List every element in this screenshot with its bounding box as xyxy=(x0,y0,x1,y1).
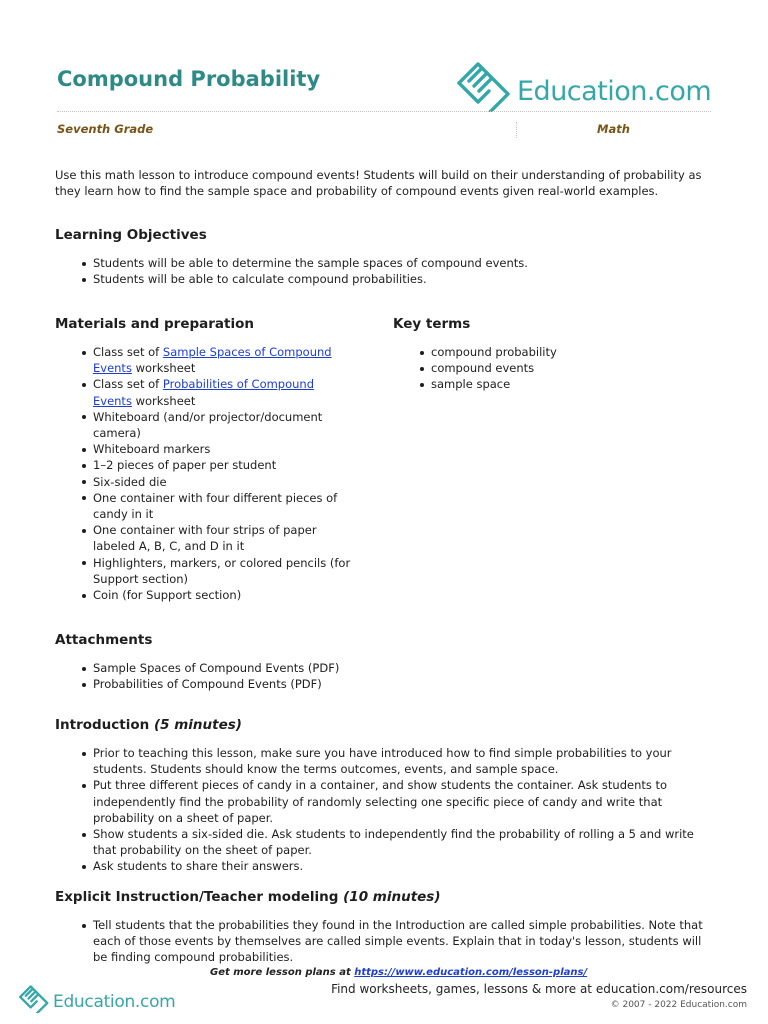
list-item: Whiteboard markers xyxy=(93,441,355,457)
subject-label: Math xyxy=(597,122,630,136)
list-item: Class set of Sample Spaces of Compound Events worksheet xyxy=(93,344,355,376)
attachments-list xyxy=(55,660,715,692)
intro-paragraph: Use this math lesson to introduce compound events! Students will build on their understanding of probability as they learn how to find the sample space and probability of compound events given real-world examples. xyxy=(55,168,702,199)
meta-divider xyxy=(516,122,517,138)
learning-objectives-list xyxy=(55,255,715,287)
list-item: 1–2 pieces of paper per student xyxy=(93,457,355,473)
explicit-instruction-heading: Explicit Instruction/Teacher modeling (10 minutes) xyxy=(55,889,441,905)
logo-wordmark: Education.com xyxy=(517,75,712,107)
explicit-instruction-list xyxy=(55,917,715,966)
attachments-section xyxy=(55,631,715,692)
list-item: compound events xyxy=(431,360,693,376)
education-logo-icon xyxy=(455,56,513,112)
list-item: Put three different pieces of candy in a container, and show students the container. Ask students to independently find the probability of randomly selecting one specific piece of candy and write that probability on a sheet of paper. xyxy=(93,777,715,826)
footer-logo[interactable] xyxy=(18,982,175,1013)
header-divider xyxy=(57,111,711,112)
attachments-heading: Attachments xyxy=(55,632,153,648)
list-item: compound probability xyxy=(431,344,693,360)
list-item: Ask students to share their answers. xyxy=(93,858,715,874)
key-terms-heading: Key terms xyxy=(393,316,471,332)
list-item: Prior to teaching this lesson, make sure you have introduced how to find simple probabilities to your students. Students should know the terms outcomes, events, and sample space. xyxy=(93,745,715,777)
list-item: Students will be able to calculate compound probabilities. xyxy=(93,271,715,287)
education-logo-icon xyxy=(18,982,50,1013)
probabilities-worksheet-link[interactable]: Probabilities of Compound Events xyxy=(93,377,315,408)
list-item: sample space xyxy=(431,376,693,392)
introduction-section xyxy=(55,716,715,875)
introduction-heading: Introduction (5 minutes) xyxy=(55,717,242,733)
list-item: Class set of Probabilities of Compound Events worksheet xyxy=(93,376,355,408)
list-item: One container with four different pieces of candy in it xyxy=(93,490,355,522)
introduction-list xyxy=(55,745,715,875)
lesson-plans-link[interactable]: https://www.education.com/lesson-plans/ xyxy=(354,967,588,978)
list-item: One container with four strips of paper labeled A, B, C, and D in it xyxy=(93,522,355,554)
list-item: Coin (for Support section) xyxy=(93,587,355,603)
footer-logo-wordmark: Education.com xyxy=(53,991,176,1012)
materials-heading: Materials and preparation xyxy=(55,316,254,332)
explicit-instruction-duration: (10 minutes) xyxy=(343,889,441,905)
key-terms-section xyxy=(393,315,693,393)
education-logo[interactable] xyxy=(455,56,711,112)
materials-list xyxy=(55,344,355,603)
list-item: Show students a six-sided die. Ask students to independently find the probability of rolling a 5 and write that probability on the sheet of paper. xyxy=(93,826,715,858)
list-item: Highlighters, markers, or colored pencils (for Support section) xyxy=(93,555,355,587)
explicit-instruction-section xyxy=(55,888,715,966)
learning-objectives-section xyxy=(55,226,715,287)
intro-section xyxy=(55,167,715,199)
list-item: Students will be able to determine the sample spaces of compound events. xyxy=(93,255,715,271)
attachment-item[interactable]: Probabilities of Compound Events (PDF) xyxy=(93,676,715,692)
list-item: Tell students that the probabilities they found in the Introduction are called simple probabilities. Note that each of those events by themselves are called simple events. Explain that in today's lesson, students will be finding compound probabilities. xyxy=(93,917,715,966)
footer-resources-text: Find worksheets, games, lessons & more at education.com/resources xyxy=(331,982,747,996)
key-terms-list xyxy=(393,344,693,393)
list-item: Six-sided die xyxy=(93,474,355,490)
list-item: Whiteboard (and/or projector/document camera) xyxy=(93,409,355,441)
sample-spaces-worksheet-link[interactable]: Sample Spaces of Compound Events xyxy=(93,345,332,376)
grade-label: Seventh Grade xyxy=(57,122,154,136)
learning-objectives-heading: Learning Objectives xyxy=(55,227,207,243)
page-title: Compound Probability xyxy=(57,67,321,91)
footer-copyright: © 2007 - 2022 Education.com xyxy=(610,1000,747,1010)
attachment-item[interactable]: Sample Spaces of Compound Events (PDF) xyxy=(93,660,715,676)
materials-section xyxy=(55,315,355,603)
introduction-duration: (5 minutes) xyxy=(153,717,242,733)
footer-more-lessons: Get more lesson plans at https://www.education.com/lesson-plans/ xyxy=(210,967,588,978)
